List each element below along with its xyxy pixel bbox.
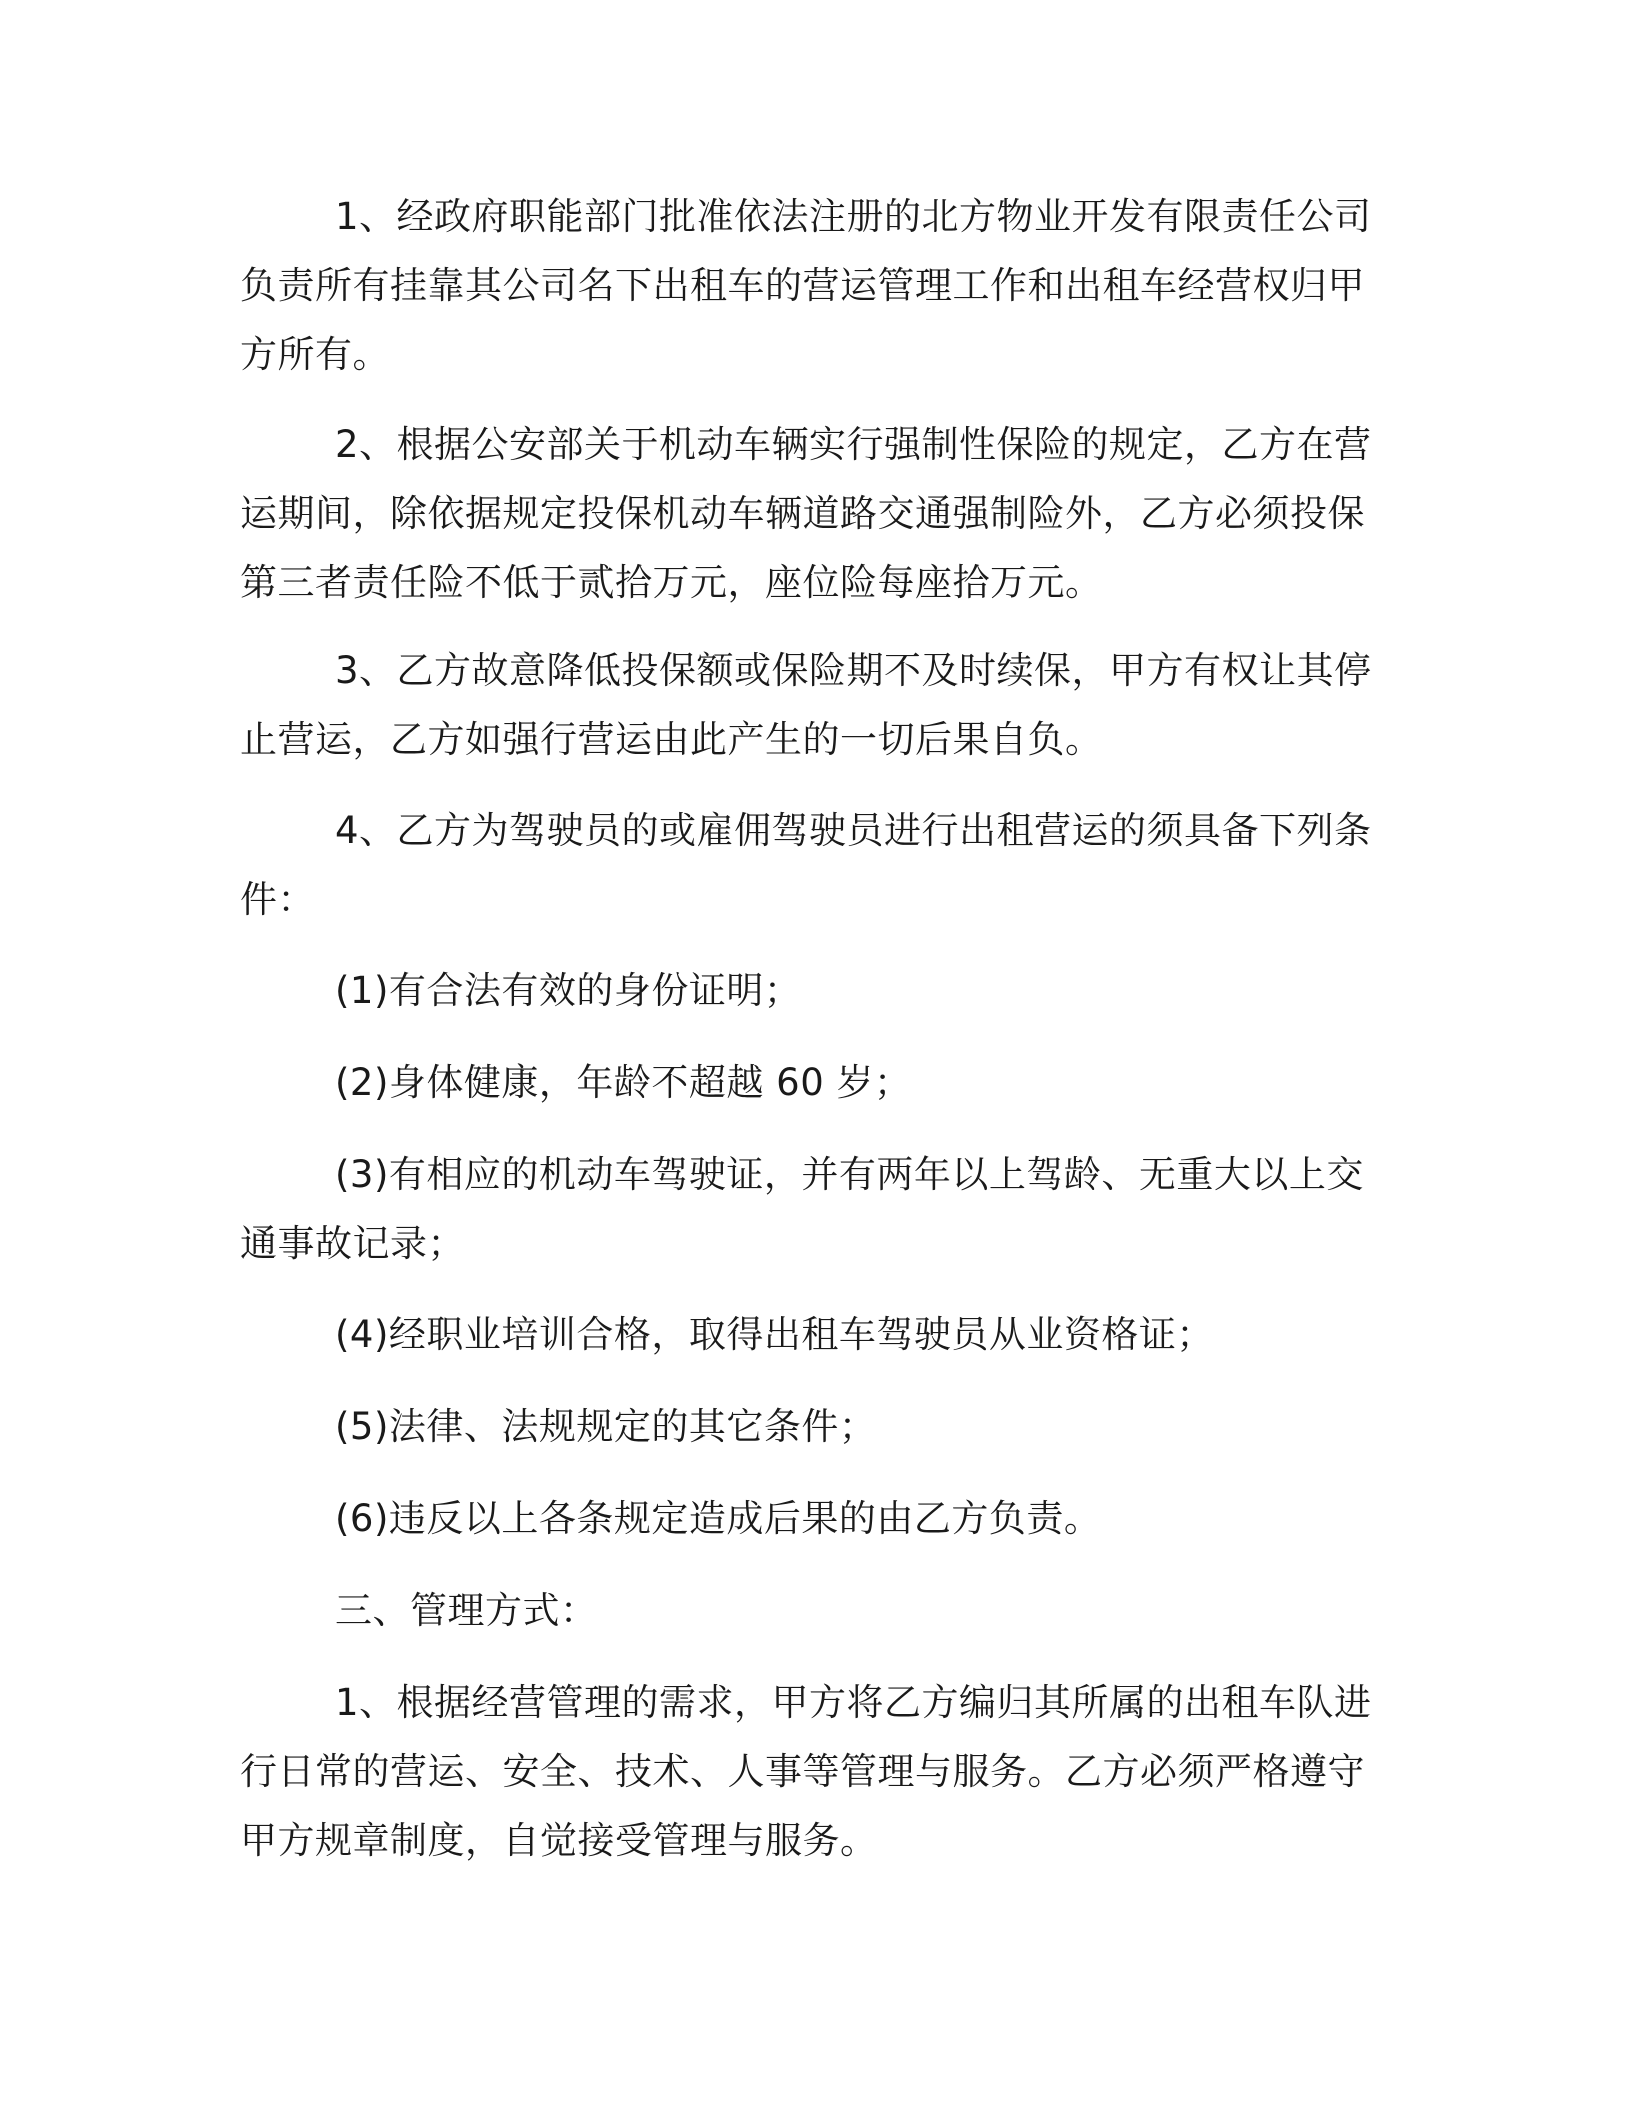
condition-item-2: (2)身体健康，年龄不超越 60 岁； xyxy=(335,1061,912,1104)
paragraph-management-1: 1、根据经营管理的需求，甲方将乙方编归其所属的出租车队进行日常的营运、安全、技术、人事等管理与服务。乙方必须严格遵守甲方规章制度，自觉接受管理与服务。 xyxy=(240,1681,1372,1862)
condition-item-6: (6)违反以上各条规定造成后果的由乙方负责。 xyxy=(335,1497,1102,1540)
paragraph-clause-3: 3、乙方故意降低投保额或保险期不及时续保，甲方有权让其停止营运，乙方如强行营运由此产生的一切后果自负。 xyxy=(240,649,1372,761)
condition-item-5: (5)法律、法规规定的其它条件； xyxy=(335,1405,877,1448)
section-heading-management: 三、管理方式： xyxy=(335,1589,598,1632)
condition-item-1: (1)有合法有效的身份证明； xyxy=(335,969,802,1012)
paragraph-clause-2: 2、根据公安部关于机动车辆实行强制性保险的规定，乙方在营运期间，除依据规定投保机动车辆道路交通强制险外，乙方必须投保第三者责任险不低于贰拾万元，座位险每座拾万元。 xyxy=(240,423,1372,604)
condition-item-4: (4)经职业培训合格，取得出租车驾驶员从业资格证； xyxy=(335,1313,1214,1356)
condition-item-3: (3)有相应的机动车驾驶证，并有两年以上驾龄、无重大以上交通事故记录； xyxy=(240,1153,1364,1265)
paragraph-clause-4: 4、乙方为驾驶员的或雇佣驾驶员进行出租营运的须具备下列条件： xyxy=(240,809,1372,921)
paragraph-clause-1: 1、经政府职能部门批准依法注册的北方物业开发有限责任公司负责所有挂靠其公司名下出租车的营运管理工作和出租车经营权归甲方所有。 xyxy=(240,195,1372,376)
